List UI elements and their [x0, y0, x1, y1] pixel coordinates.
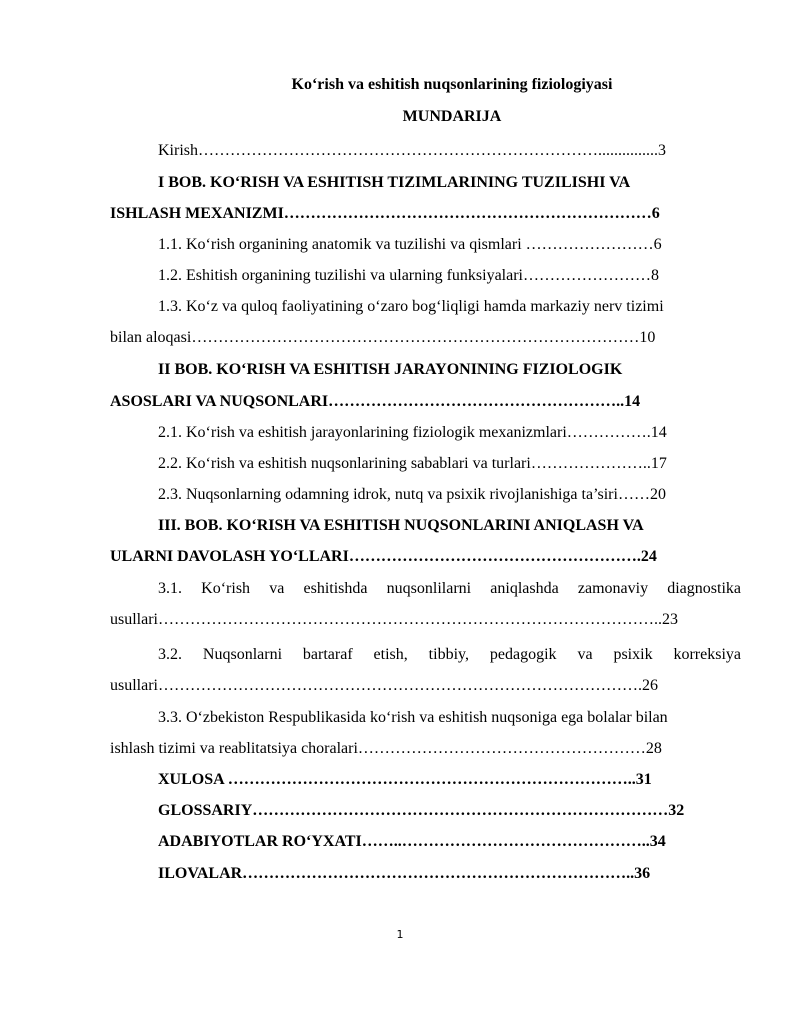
toc-entry-1-3-line-2: bilan aloqasi…………………………………………………………………………10	[110, 329, 656, 346]
toc-entry-ilovalar: ILOVALAR………………………………………………………………..36	[158, 865, 651, 882]
page-number: 1	[396, 928, 404, 941]
toc-chapter-1-line-2: ISHLASH MEXANIZMI……………………………………………………………6	[110, 205, 660, 222]
toc-entry-3-2-line-1: 3.2. Nuqsonlarni bartaraf etish, tibbiy, pedagogik va psixik korreksiya	[158, 646, 741, 663]
toc-entry-1-1: 1.1. Ko‘rish organining anatomik va tuzilishi va qismlari ……………………6	[158, 236, 662, 253]
toc-entry-3-2-line-2: usullari……………………………………………………………………………….26	[110, 677, 658, 694]
toc-entry-3-1-line-2: usullari…………………………………………………………………………………..23	[110, 611, 678, 628]
toc-chapter-3-line-2: ULARNI DAVOLASH YO‘LLARI……………………………………………….24	[110, 548, 657, 565]
toc-heading: MUNDARIJA	[402, 108, 502, 125]
toc-entry-3-3-line-1: 3.3. O‘zbekiston Respublikasida ko‘rish va eshitish nuqsoniga ega bolalar bilan	[158, 709, 668, 726]
toc-chapter-1-line-1: I BOB. KO‘RISH VA ESHITISH TIZIMLARINING TUZILISHI VA	[158, 174, 631, 191]
toc-entry-2-3: 2.3. Nuqsonlarning odamning idrok, nutq va psixik rivojlanishiga ta’siri……20	[158, 486, 666, 503]
toc-entry-xulosa: XULOSA …………………………………………………………………..31	[158, 771, 652, 788]
toc-entry-1-3-line-1: 1.3. Ko‘z va quloq faoliyatining o‘zaro bog‘liqligi hamda markaziy nerv tizimi	[158, 298, 664, 315]
toc-chapter-2-line-2: ASOSLARI VA NUQSONLARI………………………………………………..14	[110, 393, 641, 410]
toc-chapter-2-line-1: II BOB. KO‘RISH VA ESHITISH JARAYONINING FIZIOLOGIK	[158, 361, 623, 378]
toc-entry-2-2: 2.2. Ko‘rish va eshitish nuqsonlarining sabablari va turlari…………………..17	[158, 455, 667, 472]
toc-entry-2-1: 2.1. Ko‘rish va eshitish jarayonlarining fiziologik mexanizmlari…………….14	[158, 424, 667, 441]
toc-entry-3-1-line-1: 3.1. Ko‘rish va eshitishda nuqsonlilarni aniqlashda zamonaviy diagnostika	[158, 580, 741, 597]
toc-entry-3-3-line-2: ishlash tizimi va reablitatsiya choralari………………………………………………28	[110, 740, 662, 757]
document-title: Ko‘rish va eshitish nuqsonlarining fiziologiyasi	[291, 76, 613, 93]
toc-entry-kirish: Kirish…………………………………………………………………...............3	[158, 142, 666, 159]
toc-entry-glossariy: GLOSSARIY……………………………………………………………………32	[158, 802, 685, 819]
toc-entry-1-2: 1.2. Eshitish organining tuzilishi va ularning funksiyalari……………………8	[158, 267, 659, 284]
toc-entry-adabiyotlar: ADABIYOTLAR RO‘YXATI……..………………………………………..34	[158, 833, 666, 850]
toc-chapter-3-line-1: III. BOB. KO‘RISH VA ESHITISH NUQSONLARINI ANIQLASH VA	[158, 517, 644, 534]
